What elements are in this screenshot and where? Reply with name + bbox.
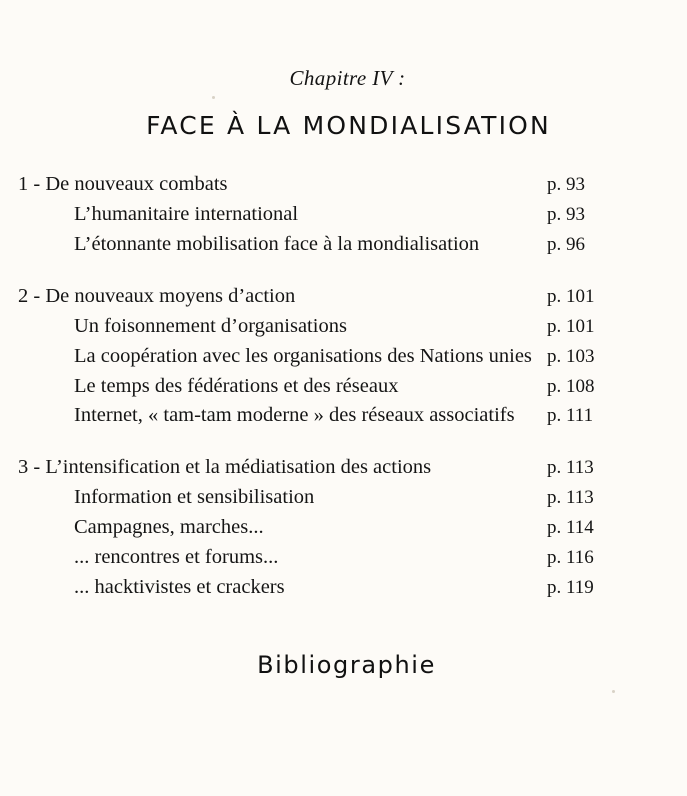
toc-entry [18,372,601,402]
toc-entry-label: ... rencontres et forums... [74,546,279,569]
toc-entry-page: p. 113 [547,457,594,479]
toc-entry-page: p. 103 [547,345,595,367]
toc-entry-page: p. 96 [547,233,585,255]
toc-entry-label: ... hacktivistes et crackers [74,576,285,599]
toc-entry [18,453,601,483]
toc-entry [18,513,601,543]
toc-entry [18,342,601,372]
toc-entry-label: Le temps des fédérations et des réseaux [74,374,399,397]
toc-entry-label: L’humanitaire international [74,202,299,225]
toc-entry [18,200,601,230]
toc-entry-label: 2 - De nouveaux moyens d’action [18,284,296,307]
toc-entry-label: Information et sensibilisation [74,486,315,509]
toc-entry-page: p. 93 [547,203,585,225]
toc-entry-label: 3 - L’intensification et la médiatisation des actions [18,456,432,479]
toc-entry-page: p. 108 [547,375,595,397]
toc-group [18,170,601,260]
toc-entry-page: p. 116 [547,547,594,569]
toc-entry-label: Internet, « tam-tam moderne » des réseaux associatifs [74,404,515,427]
page-title: FACE À LA MONDIALISATION [146,111,551,140]
toc-entry-label: Un foisonnement d’organisations [74,314,347,337]
toc-entry [18,543,601,573]
toc-entry-page: p. 111 [547,405,594,427]
paper-speck [212,96,215,99]
toc-entry-label: La coopération avec les organisations des Nations unies [74,344,532,367]
toc-entry-page: p. 113 [547,487,594,509]
table-of-contents [0,170,687,603]
toc-entry-page: p. 101 [547,285,595,307]
toc-entry [18,401,601,431]
toc-entry-label: L’étonnante mobilisation face à la mondialisation [74,232,480,255]
chapter-label: Chapitre IV : [289,66,406,90]
toc-entry [18,483,601,513]
toc-entry [18,312,601,342]
toc-entry [18,230,601,260]
document-page [0,66,687,796]
paper-speck [612,690,615,693]
toc-entry [18,573,601,603]
toc-entry [18,282,601,312]
bibliography-heading: Bibliographie [257,650,436,679]
toc-entry [18,170,601,200]
toc-entry-page: p. 101 [547,315,595,337]
toc-entry-label: Campagnes, marches... [74,516,264,539]
toc-entry-page: p. 93 [547,174,585,195]
toc-entry-page: p. 114 [547,517,594,539]
toc-group [18,282,601,432]
toc-group [18,453,601,603]
toc-entry-label: 1 - De nouveaux combats [18,173,228,195]
toc-entry-page: p. 119 [547,577,594,599]
